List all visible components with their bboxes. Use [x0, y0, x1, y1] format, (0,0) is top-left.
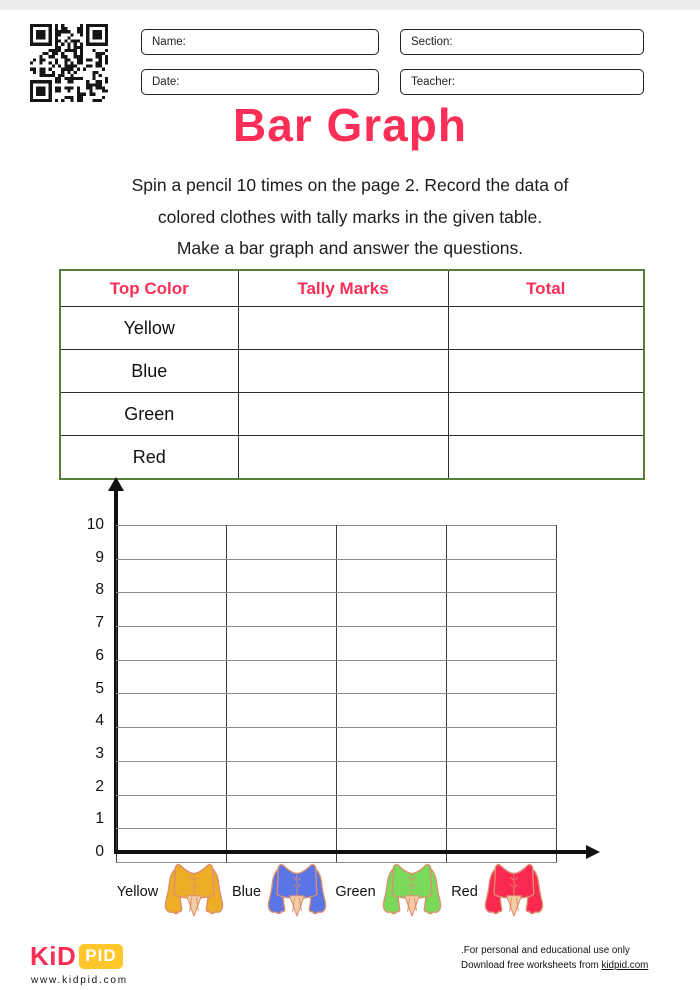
instructions	[0, 170, 700, 265]
grid-cell[interactable]	[117, 593, 227, 627]
grid-cell[interactable]	[227, 593, 337, 627]
grid-cell[interactable]	[337, 761, 447, 795]
y-tick-label: 3	[95, 744, 104, 762]
y-tick-label: 7	[95, 614, 104, 632]
grid-cell[interactable]	[227, 694, 337, 728]
website-url: www.kidpid.com	[31, 975, 128, 986]
category-label: Red	[451, 884, 478, 900]
top-color-cell: Blue	[60, 350, 238, 393]
page-title: Bar Graph	[233, 99, 467, 151]
grid-cell[interactable]	[337, 627, 447, 661]
instruction-line: Spin a pencil 10 times on the page 2. Record the data of	[131, 175, 569, 195]
table-row	[60, 350, 644, 393]
download-prefix: Download free worksheets from	[461, 960, 602, 971]
section-label: Section:	[411, 36, 453, 48]
kidpid-logo	[30, 941, 123, 972]
teacher-field[interactable]	[400, 69, 644, 95]
grid-cell[interactable]	[447, 526, 557, 560]
grid-cell[interactable]	[337, 660, 447, 694]
grid-cell[interactable]	[447, 559, 557, 593]
shirt-icon-blue	[266, 856, 328, 928]
col-header-top-color: Top Color	[60, 270, 238, 307]
shirt-icon-yellow	[163, 856, 225, 928]
total-cell[interactable]	[448, 307, 644, 350]
table-row	[60, 436, 644, 480]
y-tick-label: 10	[86, 516, 104, 533]
tally-marks-cell[interactable]	[238, 307, 448, 350]
y-tick-label: 4	[95, 712, 104, 730]
grid-cell[interactable]	[337, 559, 447, 593]
y-tick-label: 0	[95, 843, 104, 860]
grid-cell[interactable]	[447, 728, 557, 762]
grid-cell[interactable]	[337, 795, 447, 829]
col-header-total: Total	[448, 270, 644, 307]
category-label: Blue	[231, 884, 262, 900]
footer-note	[461, 943, 648, 973]
top-color-cell: Green	[60, 393, 238, 436]
grid-cell[interactable]	[227, 559, 337, 593]
table-row	[60, 307, 644, 350]
category-group	[439, 856, 557, 928]
grid-cell[interactable]	[447, 593, 557, 627]
bar-graph-grid[interactable]	[116, 525, 557, 863]
grid-cell[interactable]	[447, 627, 557, 661]
download-line	[461, 958, 648, 973]
grid-cell[interactable]	[337, 728, 447, 762]
kidpid-link[interactable]: kidpid.com	[601, 960, 649, 971]
section-field[interactable]	[400, 29, 644, 55]
col-header-tally-marks: Tally Marks	[238, 270, 448, 307]
grid-cell[interactable]	[227, 660, 337, 694]
tally-marks-cell[interactable]	[238, 350, 448, 393]
y-tick-label: 9	[95, 548, 104, 566]
grid-cell[interactable]	[117, 728, 227, 762]
grid-cell[interactable]	[447, 761, 557, 795]
category-group	[112, 856, 230, 928]
y-tick-label: 1	[95, 810, 104, 828]
grid-cell[interactable]	[117, 660, 227, 694]
grid-cell[interactable]	[117, 526, 227, 560]
category-label: Yellow	[116, 884, 159, 900]
grid-cell[interactable]	[447, 795, 557, 829]
grid-cell[interactable]	[227, 728, 337, 762]
name-field[interactable]	[141, 29, 379, 55]
table-row	[60, 393, 644, 436]
grid-cell[interactable]	[117, 559, 227, 593]
y-tick-label: 2	[95, 777, 104, 795]
tally-marks-cell[interactable]	[238, 393, 448, 436]
page-edge	[0, 0, 700, 10]
tally-table	[59, 269, 645, 480]
y-tick-label: 5	[95, 679, 104, 697]
instruction-line: Make a bar graph and answer the questions.	[176, 238, 524, 258]
total-cell[interactable]	[448, 393, 644, 436]
grid-cell[interactable]	[447, 660, 557, 694]
date-label: Date:	[152, 76, 180, 88]
grid-cell[interactable]	[337, 526, 447, 560]
grid-cell[interactable]	[117, 795, 227, 829]
total-cell[interactable]	[448, 436, 644, 480]
grid-cell[interactable]	[337, 694, 447, 728]
teacher-label: Teacher:	[411, 76, 456, 88]
top-color-cell: Red	[60, 436, 238, 480]
grid-cell[interactable]	[117, 627, 227, 661]
grid-cell[interactable]	[337, 593, 447, 627]
y-tick-label: 8	[95, 581, 104, 599]
y-tick-label: 6	[95, 646, 104, 664]
grid-cell[interactable]	[227, 526, 337, 560]
x-axis	[114, 850, 588, 854]
total-cell[interactable]	[448, 350, 644, 393]
category-label: Green	[335, 884, 376, 900]
grid-cell[interactable]	[227, 761, 337, 795]
shirt-icon-red	[483, 856, 545, 928]
logo-pid-badge: PID	[79, 944, 122, 969]
x-axis-arrow-icon	[586, 845, 600, 859]
grid-cell[interactable]	[227, 795, 337, 829]
category-group	[330, 856, 448, 928]
grid-cell[interactable]	[117, 761, 227, 795]
category-group	[221, 856, 339, 928]
qr-code-icon	[30, 24, 108, 102]
logo-kid-text: KiD	[30, 941, 77, 971]
grid-cell[interactable]	[227, 627, 337, 661]
date-field[interactable]	[141, 69, 379, 95]
grid-cell[interactable]	[117, 694, 227, 728]
top-color-cell: Yellow	[60, 307, 238, 350]
table-header-row	[60, 270, 644, 307]
grid-cell[interactable]	[447, 694, 557, 728]
tally-marks-cell[interactable]	[238, 436, 448, 480]
instruction-line: colored clothes with tally marks in the given table.	[157, 206, 543, 227]
usage-line: .For personal and educational use only	[461, 945, 630, 956]
name-label: Name:	[152, 36, 186, 48]
shirt-icon-green	[381, 856, 443, 928]
